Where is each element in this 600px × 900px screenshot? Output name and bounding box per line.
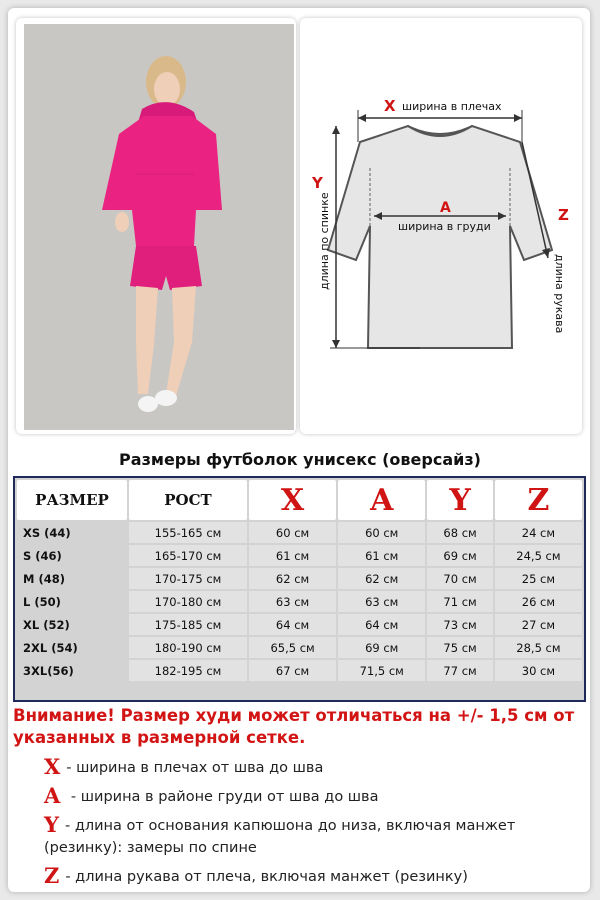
- cell-height: 165-170 см: [129, 545, 247, 566]
- cell-a: 63 см: [338, 591, 425, 612]
- cell-x: 64 см: [249, 614, 336, 635]
- measurement-diagram: [300, 18, 582, 434]
- diagram-a-label: ширина в груди: [398, 220, 491, 233]
- cell-a: 69 см: [338, 637, 425, 658]
- diagram-x-label: ширина в плечах: [402, 100, 502, 113]
- tshirt-outline: [328, 126, 552, 348]
- legend-item: [44, 756, 564, 779]
- table-row: [17, 591, 582, 612]
- cell-size: M (48): [23, 571, 65, 586]
- legend-letter: A: [44, 783, 61, 808]
- cell-z: 24,5 см: [495, 545, 582, 566]
- warning-text: Внимание! Размер худи может отличаться на +/- 1,5 см от указанных в размерной сетке.: [13, 706, 575, 747]
- cell-y: 73 см: [427, 614, 493, 635]
- cell-height: 155-165 см: [129, 522, 247, 543]
- cell-z: 27 см: [495, 614, 582, 635]
- cell-size: XL (52): [23, 617, 70, 632]
- legend-text: - ширина в плечах от шва до шва: [66, 760, 324, 776]
- cell-a: 62 см: [338, 568, 425, 589]
- cell-y: 75 см: [427, 637, 493, 658]
- cell-x: 61 см: [249, 545, 336, 566]
- cell-z: 30 см: [495, 660, 582, 681]
- table-title: Размеры футболок унисекс (оверсайз): [119, 450, 481, 469]
- table-row: [17, 545, 582, 566]
- model-photo: [24, 24, 294, 430]
- diagram-x-letter: X: [384, 97, 396, 115]
- header-z: Z: [495, 480, 582, 520]
- header-a: A: [338, 480, 425, 520]
- cell-height: 170-180 см: [129, 591, 247, 612]
- legend-text: - ширина в районе груди от шва до шва: [66, 789, 379, 805]
- diagram-y-letter: Y: [312, 174, 323, 192]
- cell-size: L (50): [23, 594, 61, 609]
- cell-z: 25 см: [495, 568, 582, 589]
- legend-item: [44, 865, 564, 888]
- legend: [44, 756, 564, 894]
- cell-y: 71 см: [427, 591, 493, 612]
- cell-x: 62 см: [249, 568, 336, 589]
- legend-text: - длина рукава от плеча, включая манжет (резинку): [65, 869, 468, 885]
- cell-height: 182-195 см: [129, 660, 247, 681]
- table-header-row: [17, 480, 582, 520]
- legend-letter: Y: [44, 812, 59, 837]
- cell-a: 64 см: [338, 614, 425, 635]
- cell-height: 180-190 см: [129, 637, 247, 658]
- photo-frame: [16, 18, 296, 434]
- diagram-y-label: длина по спинке: [318, 192, 331, 290]
- table-row: [17, 522, 582, 543]
- cell-x: 67 см: [249, 660, 336, 681]
- header-size: РАЗМЕР: [17, 480, 127, 520]
- diagram-z-letter: Z: [558, 206, 569, 224]
- cell-z: 26 см: [495, 591, 582, 612]
- size-table: [13, 476, 586, 702]
- cell-size: S (46): [23, 548, 62, 563]
- cell-y: 77 см: [427, 660, 493, 681]
- cell-a: 71,5 см: [338, 660, 425, 681]
- cell-x: 60 см: [249, 522, 336, 543]
- cell-y: 70 см: [427, 568, 493, 589]
- legend-letter: X: [44, 754, 61, 779]
- diagram-z-label: длина рукава: [553, 254, 566, 334]
- cell-z: 28,5 см: [495, 637, 582, 658]
- cell-a: 61 см: [338, 545, 425, 566]
- cell-height: 175-185 см: [129, 614, 247, 635]
- cell-y: 69 см: [427, 545, 493, 566]
- cell-height: 170-175 см: [129, 568, 247, 589]
- table-row: [17, 660, 582, 681]
- cell-z: 24 см: [495, 522, 582, 543]
- table-row: [17, 614, 582, 635]
- cell-size: 2XL (54): [23, 640, 78, 655]
- table-row: [17, 637, 582, 658]
- legend-letter: Z: [44, 863, 60, 888]
- diagram-a-letter: A: [440, 200, 451, 216]
- legend-item: [44, 785, 564, 808]
- cell-y: 68 см: [427, 522, 493, 543]
- cell-size: XS (44): [23, 525, 71, 540]
- header-height: РОСТ: [129, 480, 247, 520]
- cell-size: 3XL(56): [23, 663, 74, 678]
- header-y: Y: [427, 480, 493, 520]
- cell-a: 60 см: [338, 522, 425, 543]
- legend-text: - длина от основания капюшона до низа, включая манжет (резинку): замеры по спине: [44, 818, 516, 856]
- table-row: [17, 568, 582, 589]
- header-x: X: [249, 480, 336, 520]
- cell-x: 63 см: [249, 591, 336, 612]
- legend-item: [44, 814, 564, 859]
- cell-x: 65,5 см: [249, 637, 336, 658]
